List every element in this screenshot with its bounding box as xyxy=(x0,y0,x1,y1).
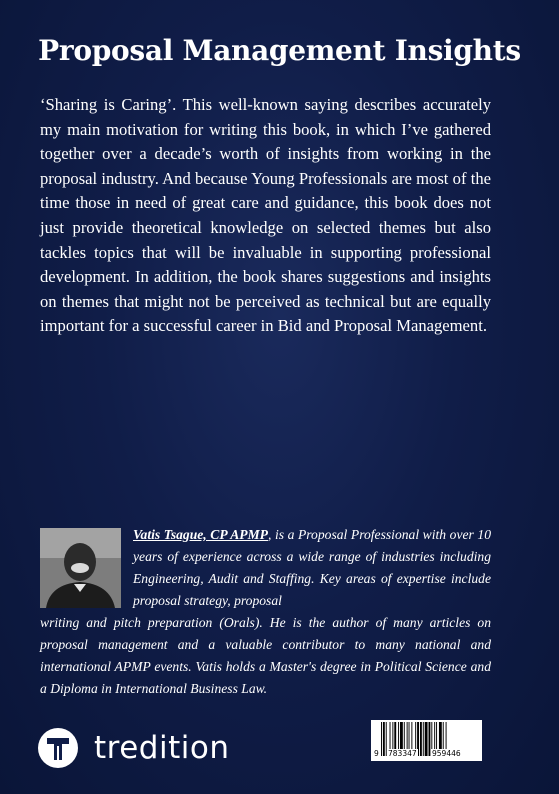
barcode-digit-first: 9 xyxy=(374,749,379,758)
author-bio-top xyxy=(133,524,491,612)
barcode-digits-right: 959446 xyxy=(432,749,461,758)
author-photo xyxy=(40,528,121,608)
publisher-name: tredition xyxy=(94,730,230,766)
book-blurb: ‘Sharing is Caring’. This well-known saying describes accurately my main motivation for writing this book, in which I’ve gathered together over a decade’s worth of insights from working in the proposal industry. And because Young Professionals are most of the time those in need of great care and guidance, this book does not just provide theoretical knowledge on selected themes but also tackles topics that will be invaluable in supporting professional development. In addition, the book shares suggestions and insights on themes that might not be perceived as technical but are equally important for a successful career in Bid and Proposal Management. xyxy=(40,95,491,336)
author-bio-text: , is a Proposal Professional with over 10 years of experience across a wide range of industries including Engineering, Audit and Staffing. Key areas of expertise include proposal strategy, proposal xyxy=(133,527,492,608)
tredition-logo-icon xyxy=(38,728,78,768)
publisher-logo xyxy=(38,726,229,770)
author-bio-bottom: writing and pitch preparation (Orals). He is the author of many articles on proposal management and a valuable contributor to many national and international APMP events. Vatis holds a Master's degree in Political Science and a Diploma in International Business Law. xyxy=(40,615,491,696)
barcode-digits-left: 783347 xyxy=(388,749,417,758)
isbn-barcode xyxy=(371,720,482,761)
book-title: Proposal Management Insights xyxy=(38,34,521,67)
author-name: Vatis Tsague, CP APMP xyxy=(133,527,268,542)
